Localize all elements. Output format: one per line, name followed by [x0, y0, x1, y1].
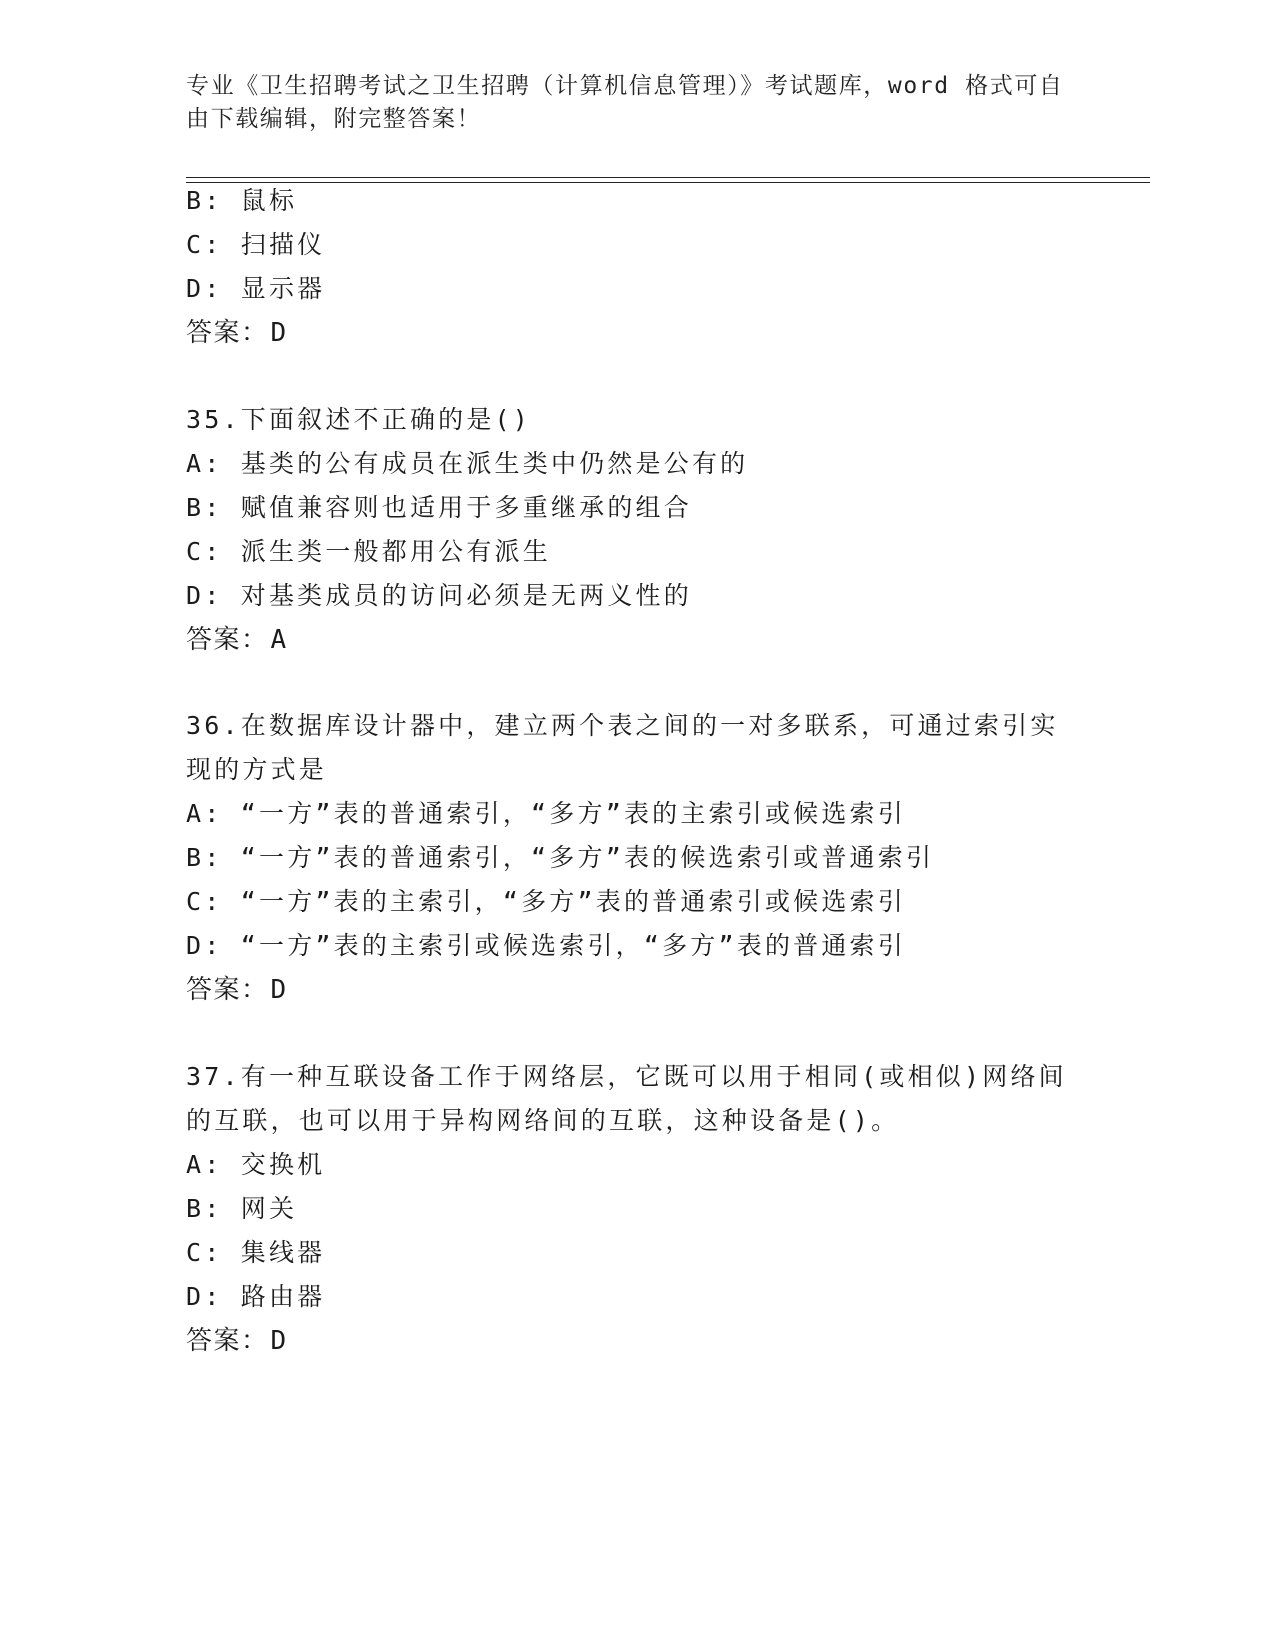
document-header: [186, 70, 1086, 136]
answer-value: A: [270, 625, 288, 655]
answer-value: D: [270, 975, 288, 1005]
q37-stem-line-1: 37.有一种互联设备工作于网络层，它既可以用于相同(或相似)网络间: [186, 1062, 1067, 1091]
answer-value: D: [270, 318, 288, 348]
q36-option-a: A: “一方”表的普通索引，“多方”表的主索引或候选索引: [186, 799, 906, 828]
answer-value: D: [270, 1326, 288, 1356]
q37-option-c: C: 集线器: [186, 1238, 326, 1267]
q36-answer: [186, 970, 288, 1010]
header-divider-bottom: [186, 182, 1150, 183]
q35-option-b: B: 赋值兼容则也适用于多重继承的组合: [186, 493, 692, 522]
q35-option-c: C: 派生类一般都用公有派生: [186, 537, 551, 566]
q37-option-d: D: 路由器: [186, 1282, 326, 1311]
q35-stem: 35.下面叙述不正确的是(): [186, 405, 532, 434]
q37-option-b: B: 网关: [186, 1194, 298, 1223]
prev-option-b: B: 鼠标: [186, 186, 298, 215]
q35-answer: [186, 620, 288, 660]
q37-answer: [186, 1321, 288, 1361]
header-line-1: 专业《卫生招聘考试之卫生招聘（计算机信息管理）》考试题库，word 格式可自: [186, 73, 1064, 99]
answer-label: 答案：: [186, 318, 269, 348]
answer-label: 答案：: [186, 975, 269, 1005]
q36-option-c: C: “一方”表的主索引，“多方”表的普通索引或候选索引: [186, 887, 906, 916]
q36-stem-line-2: 现的方式是: [186, 755, 328, 784]
answer-label: 答案：: [186, 625, 269, 655]
header-divider-top: [186, 177, 1150, 178]
header-line-2: 由下载编辑，附完整答案！: [186, 106, 482, 132]
q35-option-d: D: 对基类成员的访问必须是无两义性的: [186, 581, 692, 610]
prev-answer: [186, 313, 288, 353]
q37-option-a: A: 交换机: [186, 1150, 326, 1179]
answer-label: 答案：: [186, 1326, 269, 1356]
q37-stem-line-2: 的互联，也可以用于异构网络间的互联，这种设备是()。: [186, 1106, 900, 1135]
q36-stem-line-1: 36.在数据库设计器中，建立两个表之间的一对多联系，可通过索引实: [186, 711, 1059, 740]
q36-option-b: B: “一方”表的普通索引，“多方”表的候选索引或普通索引: [186, 843, 935, 872]
q35-option-a: A: 基类的公有成员在派生类中仍然是公有的: [186, 449, 749, 478]
q36-option-d: D: “一方”表的主索引或候选索引，“多方”表的普通索引: [186, 931, 906, 960]
prev-option-c: C: 扫描仪: [186, 230, 326, 259]
prev-option-d: D: 显示器: [186, 274, 326, 303]
